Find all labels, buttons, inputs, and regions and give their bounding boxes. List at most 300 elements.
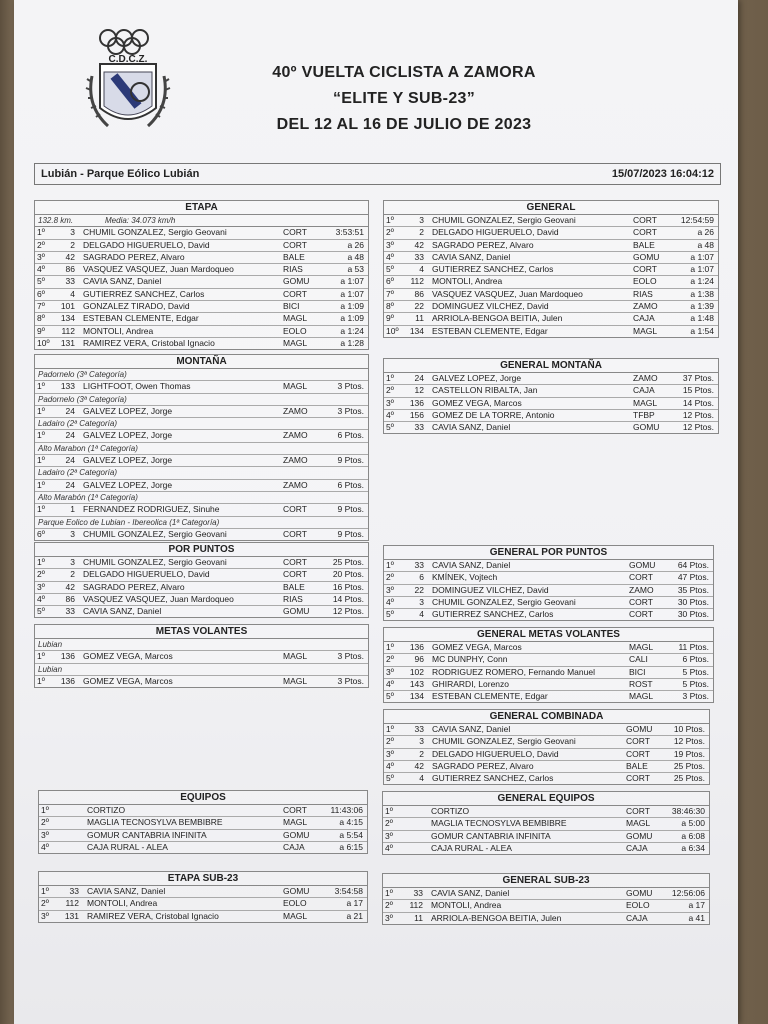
row-team: MAGL <box>629 642 654 652</box>
table-row <box>35 557 368 569</box>
row-team: MAGL <box>283 651 308 662</box>
etapa-sub23-box <box>38 871 368 923</box>
table-row <box>35 240 368 252</box>
row-bib: 4 <box>419 264 424 275</box>
row-name: MONTOLI, Andrea <box>83 325 154 336</box>
row-bib: 156 <box>409 409 424 420</box>
row-name: VASQUEZ VASQUEZ, Juan Mardoqueo <box>83 264 234 275</box>
row-name: CHUMIL GONZALEZ, Sergio Geovani <box>83 528 227 539</box>
row-value: 10 Ptos. <box>673 724 705 734</box>
row-position: 1º <box>37 504 45 515</box>
row-position: 1º <box>386 724 394 734</box>
row-name: MONTOLI, Andrea <box>431 900 502 911</box>
table-row <box>384 373 718 385</box>
row-position: 1º <box>386 642 394 652</box>
row-value: a 41 <box>688 912 705 923</box>
row-value: 16 Ptos. <box>332 581 364 592</box>
row-team: GOMU <box>626 830 653 841</box>
row-value: 12:56:06 <box>671 888 705 898</box>
table-row <box>35 529 368 540</box>
row-name: GALVEZ LOPEZ, Jorge <box>83 405 173 416</box>
row-team: MAGL <box>283 675 308 686</box>
row-name: GALVEZ LOPEZ, Jorge <box>83 479 173 490</box>
row-bib: 143 <box>409 678 424 689</box>
row-position: 2º <box>41 817 49 828</box>
row-position: 1º <box>37 651 45 662</box>
svg-text:C.D.C.Z.: C.D.C.Z. <box>108 54 148 65</box>
row-value: 3 Ptos. <box>337 651 364 662</box>
general-metas-box <box>383 627 714 703</box>
row-value: a 26 <box>697 227 714 238</box>
table-row <box>35 326 368 338</box>
table-row <box>35 582 368 594</box>
table-row <box>35 480 368 492</box>
row-team: CORT <box>283 239 307 250</box>
row-bib: 112 <box>409 900 423 911</box>
row-value: 11:43:06 <box>330 805 363 815</box>
row-bib: 42 <box>414 239 424 250</box>
row-position: 2º <box>385 900 393 911</box>
row-position: 3º <box>37 251 45 262</box>
row-name: GOMEZ VEGA, Marcos <box>432 642 522 652</box>
row-position: 6º <box>37 528 45 539</box>
row-name: DOMINGUEZ VILCHEZ, David <box>432 301 549 312</box>
row-value: 47 Ptos. <box>677 572 709 583</box>
table-row <box>35 418 368 430</box>
row-position: 2º <box>386 572 394 583</box>
row-value: a 53 <box>347 264 364 275</box>
row-bib: 1 <box>70 504 75 515</box>
row-team: CORT <box>626 748 650 759</box>
row-bib: 42 <box>414 760 424 771</box>
row-name: KMÍNEK, Vojtech <box>432 572 498 583</box>
row-value: 9 Ptos. <box>337 528 364 539</box>
row-name: GUTIERREZ SANCHEZ, Carlos <box>432 609 554 620</box>
row-name: GALVEZ LOPEZ, Jorge <box>432 373 522 383</box>
row-bib: 33 <box>414 560 424 570</box>
row-bib: 134 <box>409 325 424 336</box>
row-team: GOMU <box>283 606 310 617</box>
stage-bar <box>34 163 721 185</box>
row-value: a 1:07 <box>340 288 364 299</box>
row-team: ZAMO <box>283 455 308 466</box>
row-name: ARRIOLA-BENGOA BEITIA, Julen <box>431 912 562 923</box>
row-value: a 1:54 <box>690 325 714 336</box>
row-name: RAMIREZ VERA, Cristobal Ignacio <box>87 910 219 921</box>
row-value: 3 Ptos. <box>337 675 364 686</box>
row-team: CORT <box>633 264 657 275</box>
row-bib: 24 <box>414 373 424 383</box>
table-row <box>384 724 709 736</box>
table-row <box>35 639 368 651</box>
etapa-meta-row <box>35 215 368 227</box>
section-title: GENERAL <box>384 201 718 215</box>
row-name: GOMUR CANTABRIA INFINITA <box>431 830 551 841</box>
row-position: 9º <box>37 325 45 336</box>
montana-box <box>34 354 369 541</box>
row-value: 3 Ptos. <box>337 405 364 416</box>
stage-distance: 132.8 km. <box>38 216 74 225</box>
row-name: GONZALEZ TIRADO, David <box>83 301 190 312</box>
row-team: BALE <box>626 760 648 771</box>
row-value: 30 Ptos. <box>677 609 709 620</box>
row-position: 4º <box>37 264 45 275</box>
table-row <box>384 572 713 584</box>
metas-volantes-box <box>34 624 369 688</box>
row-bib: 3 <box>70 528 75 539</box>
row-team: CORT <box>283 227 307 238</box>
table-row <box>35 430 368 442</box>
row-name: CHUMIL GONZALEZ, Sergio Geovani <box>432 736 576 747</box>
row-bib: 4 <box>70 288 75 299</box>
table-row <box>35 517 368 529</box>
row-bib: 2 <box>70 569 75 580</box>
table-row <box>35 664 368 676</box>
row-name: CASTELLON RIBALTA, Jan <box>432 385 538 396</box>
row-position: 8º <box>386 301 394 312</box>
row-name: GALVEZ LOPEZ, Jorge <box>83 430 173 441</box>
row-name: SAGRADO PEREZ, Alvaro <box>432 760 534 771</box>
table-row <box>35 443 368 455</box>
row-team: MAGL <box>283 313 308 324</box>
table-row <box>35 301 368 313</box>
row-name: CAVIA SANZ, Daniel <box>432 251 511 262</box>
section-title: GENERAL METAS VOLANTES <box>384 628 713 642</box>
row-value: a 1:39 <box>690 301 714 312</box>
row-subtitle: Padornelo (3ª Categoría) <box>38 394 127 404</box>
row-value: a 1:24 <box>690 276 714 287</box>
table-row <box>35 406 368 418</box>
row-team: GOMU <box>626 724 653 734</box>
row-name: DELGADO HIGUERUELO, David <box>83 569 210 580</box>
row-bib: 2 <box>70 239 75 250</box>
row-position: 1º <box>385 806 393 816</box>
row-value: a 5:00 <box>681 818 705 829</box>
section-title: MONTAÑA <box>35 355 368 369</box>
row-name: GUTIERREZ SANCHEZ, Carlos <box>83 288 205 299</box>
row-bib: 86 <box>414 288 424 299</box>
table-row <box>384 276 718 288</box>
general-box <box>383 200 719 338</box>
row-bib: 2 <box>419 227 424 238</box>
table-row <box>384 326 718 337</box>
row-team: CORT <box>626 806 650 816</box>
row-bib: 4 <box>419 773 424 784</box>
table-row <box>39 898 367 910</box>
table-row <box>39 886 367 898</box>
row-position: 10º <box>37 337 50 348</box>
row-name: ESTEBAN CLEMENTE, Edgar <box>432 691 548 702</box>
row-value: 5 Ptos. <box>682 666 709 677</box>
row-bib: 11 <box>415 313 424 324</box>
row-bib: 4 <box>419 609 424 620</box>
row-bib: 3 <box>419 736 424 747</box>
row-team: MAGL <box>633 325 658 336</box>
row-name: ARRIOLA-BENGOA BEITIA, Julen <box>432 313 563 324</box>
row-team: ZAMO <box>629 584 654 595</box>
table-row <box>384 215 718 227</box>
row-name: DOMINGUEZ VILCHEZ, David <box>432 584 549 595</box>
row-team: ZAMO <box>283 479 308 490</box>
row-bib: 42 <box>65 581 75 592</box>
row-value: 6 Ptos. <box>337 430 364 441</box>
row-position: 4º <box>385 842 393 853</box>
row-team: CORT <box>283 569 307 580</box>
row-value: a 5:54 <box>339 829 363 840</box>
row-name: CAVIA SANZ, Daniel <box>83 606 162 617</box>
table-row <box>384 264 718 276</box>
row-value: a 6:34 <box>681 842 705 853</box>
row-name: GALVEZ LOPEZ, Jorge <box>83 455 173 466</box>
row-bib: 33 <box>414 251 424 262</box>
row-name: DELGADO HIGUERUELO, David <box>432 227 559 238</box>
row-bib: 33 <box>69 886 79 896</box>
row-position: 3º <box>385 912 393 923</box>
row-bib: 33 <box>414 724 424 734</box>
row-name: GOMUR CANTABRIA INFINITA <box>87 829 207 840</box>
row-position: 3º <box>386 666 394 677</box>
row-bib: 11 <box>414 912 423 923</box>
table-row <box>35 276 368 288</box>
row-position: 1º <box>37 455 45 466</box>
row-bib: 136 <box>60 651 75 662</box>
table-row <box>383 843 709 854</box>
row-bib: 42 <box>65 251 75 262</box>
row-position: 5º <box>386 609 394 620</box>
row-team: BALE <box>633 239 655 250</box>
row-value: a 48 <box>347 251 364 262</box>
row-name: SAGRADO PEREZ, Alvaro <box>83 251 185 262</box>
table-row <box>35 381 368 393</box>
row-name: CHUMIL GONZALEZ, Sergio Geovani <box>83 227 227 238</box>
etapa-box <box>34 200 369 350</box>
row-team: BICI <box>629 666 646 677</box>
event-category: “ELITE Y SUB-23” <box>332 90 476 107</box>
row-position: 3º <box>386 584 394 595</box>
row-value: 3:53:51 <box>335 227 364 238</box>
row-position: 1º <box>41 886 49 896</box>
table-row <box>39 817 367 829</box>
row-name: MC DUNPHY, Conn <box>432 654 508 665</box>
por-puntos-box <box>34 542 369 618</box>
row-team: RIAS <box>283 593 303 604</box>
row-team: BALE <box>283 251 305 262</box>
row-name: CHUMIL GONZALEZ, Sergio Geovani <box>432 596 576 607</box>
row-name: ESTEBAN CLEMENTE, Edgar <box>432 325 548 336</box>
event-dates: DEL 12 AL 16 DE JULIO DE 2023 <box>276 116 532 133</box>
row-name: DELGADO HIGUERUELO, David <box>83 239 210 250</box>
row-subtitle: Padornelo (3ª Categoría) <box>38 370 127 379</box>
table-row <box>35 264 368 276</box>
row-value: a 1:07 <box>690 264 714 275</box>
row-position: 2º <box>37 569 45 580</box>
row-team: CORT <box>283 557 307 567</box>
general-combinada-box <box>383 709 710 785</box>
section-title: GENERAL EQUIPOS <box>383 792 709 806</box>
results-sheet <box>14 0 738 1024</box>
row-team: MAGL <box>283 337 308 348</box>
equipos-box <box>38 790 368 854</box>
row-position: 9º <box>386 313 394 324</box>
row-value: 38:46:30 <box>671 806 705 816</box>
row-position: 1º <box>37 479 45 490</box>
row-team: ZAMO <box>633 373 658 383</box>
row-position: 10º <box>386 325 399 336</box>
row-team: ROST <box>629 678 653 689</box>
row-name: CAVIA SANZ, Daniel <box>83 276 162 287</box>
row-bib: 12 <box>414 385 424 396</box>
stage-speed: Media: 34.073 km/h <box>105 216 176 225</box>
row-team: CORT <box>626 773 650 784</box>
row-value: a 4:15 <box>339 817 363 828</box>
row-team: CAJA <box>633 385 655 396</box>
row-team: CORT <box>633 227 657 238</box>
table-row <box>384 398 718 410</box>
row-team: GOMU <box>626 888 653 898</box>
table-row <box>35 289 368 301</box>
row-bib: 33 <box>414 422 424 433</box>
row-bib: 133 <box>60 381 75 392</box>
table-row <box>384 585 713 597</box>
row-value: 3 Ptos. <box>682 691 709 702</box>
row-value: a 17 <box>688 900 705 911</box>
row-value: a 1:09 <box>340 313 364 324</box>
row-value: 25 Ptos. <box>673 773 705 784</box>
row-bib: 6 <box>419 572 424 583</box>
row-value: 19 Ptos. <box>673 748 705 759</box>
row-team: CALI <box>629 654 648 665</box>
row-value: a 21 <box>346 910 363 921</box>
row-position: 3º <box>385 830 393 841</box>
row-subtitle: Ladairo (2ª Categoría) <box>38 468 118 478</box>
row-value: 6 Ptos. <box>337 479 364 490</box>
row-value: 6 Ptos. <box>682 654 709 665</box>
row-team: BICI <box>283 301 300 312</box>
section-title: GENERAL MONTAÑA <box>384 359 718 373</box>
section-title: POR PUNTOS <box>35 543 368 557</box>
row-name: CAVIA SANZ, Daniel <box>432 724 511 734</box>
row-name: GOMEZ VEGA, Marcos <box>432 397 522 408</box>
row-bib: 3 <box>419 596 424 607</box>
row-subtitle: Lubian <box>38 664 63 674</box>
row-bib: 134 <box>60 313 75 324</box>
row-name: CAVIA SANZ, Daniel <box>432 560 511 570</box>
row-position: 3º <box>41 829 49 840</box>
row-position: 1º <box>385 888 393 898</box>
row-team: EOLO <box>283 325 307 336</box>
general-montana-box <box>383 358 719 434</box>
row-team: MAGL <box>283 910 308 921</box>
row-position: 5º <box>386 264 394 275</box>
row-name: RODRIGUEZ ROMERO, Fernando Manuel <box>432 666 595 677</box>
row-position: 2º <box>37 239 45 250</box>
row-name: CAVIA SANZ, Daniel <box>87 886 166 896</box>
row-position: 2º <box>41 898 49 909</box>
row-value: a 1:07 <box>690 251 714 262</box>
row-bib: 131 <box>60 337 75 348</box>
table-row <box>35 369 368 381</box>
table-row <box>383 818 709 830</box>
table-row <box>35 594 368 606</box>
event-title: 40º VUELTA CICLISTA A ZAMORA <box>272 64 536 81</box>
table-row <box>384 422 718 433</box>
row-team: CORT <box>626 736 650 747</box>
row-value: a 1:38 <box>690 288 714 299</box>
row-team: CAJA <box>626 842 648 853</box>
row-team: ZAMO <box>283 405 308 416</box>
table-row <box>35 651 368 663</box>
row-team: ZAMO <box>633 301 658 312</box>
row-name: GUTIERREZ SANCHEZ, Carlos <box>432 264 554 275</box>
row-team: EOLO <box>626 900 650 911</box>
row-position: 8º <box>37 313 45 324</box>
row-value: a 1:48 <box>690 313 714 324</box>
table-row <box>384 313 718 325</box>
row-bib: 24 <box>65 405 75 416</box>
row-position: 3º <box>386 239 394 250</box>
row-position: 6º <box>386 276 394 287</box>
table-row <box>383 913 709 924</box>
row-position: 2º <box>385 818 393 829</box>
row-value: 20 Ptos. <box>332 569 364 580</box>
row-name: GOMEZ VEGA, Marcos <box>83 651 173 662</box>
row-value: a 26 <box>347 239 364 250</box>
row-position: 4º <box>386 251 394 262</box>
row-value: a 6:15 <box>339 841 363 852</box>
row-name: MONTOLI, Andrea <box>87 898 158 909</box>
row-name: CAJA RURAL - ALEA <box>431 842 512 853</box>
table-row <box>384 560 713 572</box>
row-value: 12 Ptos. <box>682 409 714 420</box>
row-value: 30 Ptos. <box>677 596 709 607</box>
row-team: EOLO <box>633 276 657 287</box>
row-position: 2º <box>386 385 394 396</box>
row-value: 9 Ptos. <box>337 455 364 466</box>
row-position: 5º <box>386 691 394 702</box>
row-bib: 136 <box>60 675 75 686</box>
table-row <box>35 338 368 349</box>
table-row <box>35 569 368 581</box>
table-row <box>35 313 368 325</box>
row-position: 3º <box>386 748 394 759</box>
row-team: TFBP <box>633 409 655 420</box>
row-position: 5º <box>386 422 394 433</box>
section-title: GENERAL SUB-23 <box>383 874 709 888</box>
table-row <box>384 773 709 784</box>
table-row <box>384 240 718 252</box>
table-row <box>35 492 368 504</box>
table-row <box>384 289 718 301</box>
row-position: 3º <box>37 581 45 592</box>
row-position: 1º <box>41 805 49 815</box>
row-subtitle: Parque Eolico de Lubian - Ibereolica (1ª Categoría) <box>38 517 220 527</box>
row-position: 4º <box>386 409 394 420</box>
row-value: a 1:09 <box>340 301 364 312</box>
table-row <box>35 394 368 406</box>
row-team: MAGL <box>629 691 654 702</box>
table-row <box>384 609 713 620</box>
table-row <box>35 606 368 617</box>
club-logo <box>84 26 172 146</box>
section-title: ETAPA SUB-23 <box>39 872 367 886</box>
row-bib: 24 <box>65 430 75 441</box>
row-team: GOMU <box>629 560 656 570</box>
table-row <box>35 252 368 264</box>
row-team: GOMU <box>283 829 310 840</box>
row-value: a 48 <box>697 239 714 250</box>
row-value: 12 Ptos. <box>332 606 364 617</box>
row-bib: 136 <box>409 642 424 652</box>
